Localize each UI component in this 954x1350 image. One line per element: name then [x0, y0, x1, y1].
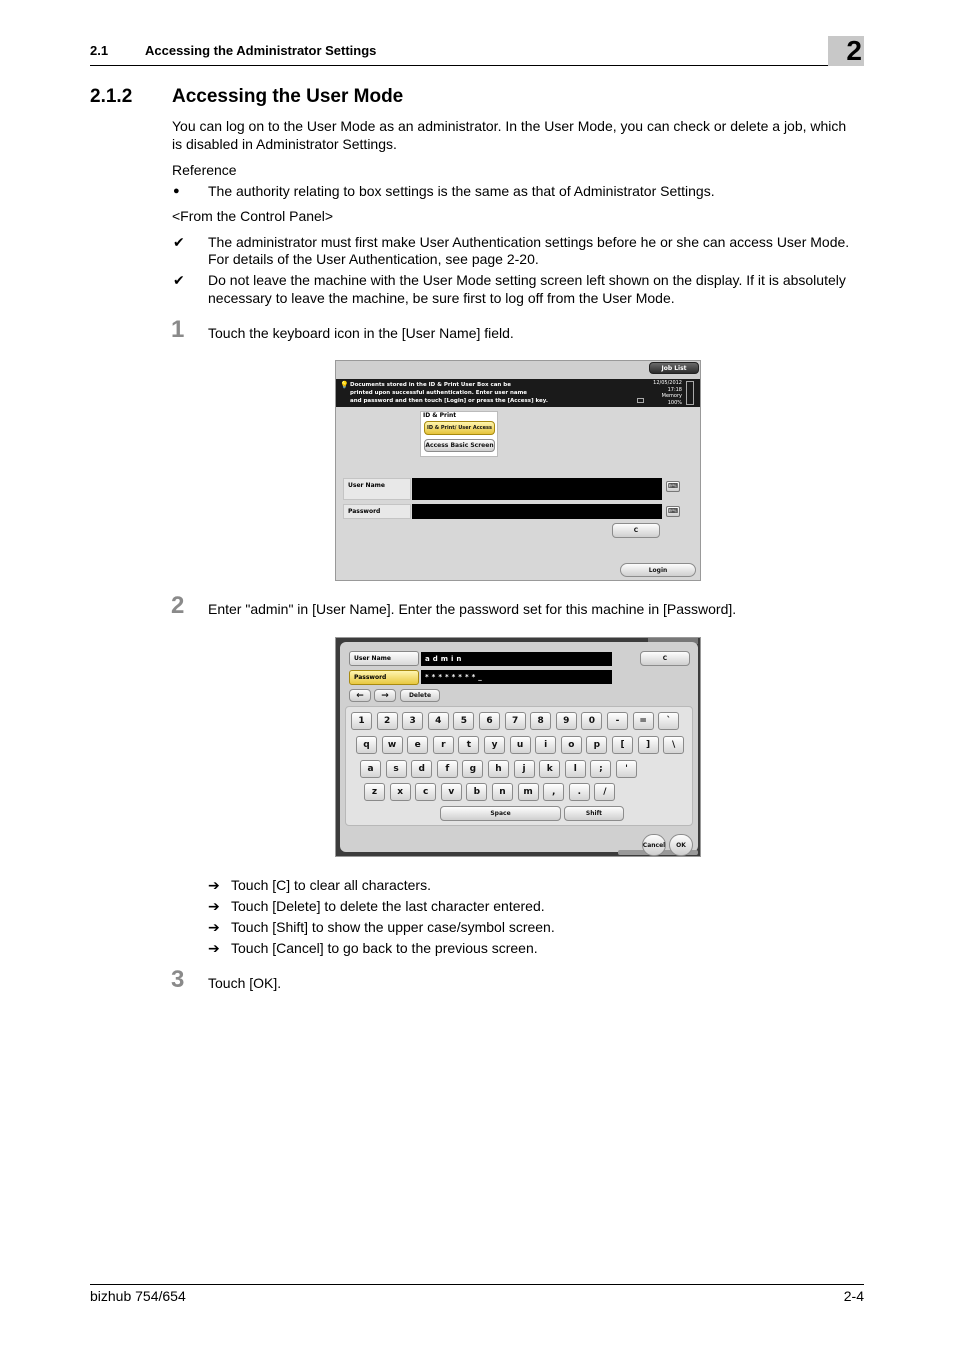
password-label: Password	[343, 504, 411, 519]
key-d[interactable]: d	[411, 760, 432, 778]
key-a[interactable]: a	[360, 760, 381, 778]
key--[interactable]: -	[607, 712, 628, 730]
chapter-number: 2	[846, 35, 862, 66]
key-=[interactable]: =	[633, 712, 654, 730]
key-n[interactable]: n	[492, 783, 513, 801]
key-e[interactable]: e	[407, 736, 428, 754]
page-footer	[90, 1284, 864, 1304]
tip-text: Touch [Shift] to show the upper case/symbol screen.	[231, 919, 555, 935]
delete-button[interactable]: Delete	[400, 689, 440, 702]
key-i[interactable]: i	[535, 736, 556, 754]
keyboard-icon[interactable]: ⌨	[667, 507, 679, 515]
step-1-number: 1	[171, 316, 185, 343]
printer-icon	[637, 398, 644, 403]
key-\[interactable]: \	[663, 736, 684, 754]
step-2-text: Enter "admin" in [User Name]. Enter the password set for this machine in [Password].	[208, 601, 737, 617]
section-title: Accessing the User Mode	[172, 86, 404, 107]
arrow-icon: ➔	[208, 877, 220, 893]
message-bar	[336, 379, 701, 407]
key-z[interactable]: z	[364, 783, 385, 801]
user-name-field[interactable]	[412, 478, 662, 500]
message-line-2: printed upon successful authentication. Enter user name	[350, 390, 528, 396]
step-2-number: 2	[171, 592, 185, 619]
key-v[interactable]: v	[441, 783, 462, 801]
step-1-text: Touch the keyboard icon in the [User Name] field.	[208, 325, 514, 341]
clear-button[interactable]: C	[640, 651, 690, 666]
footer-model: bizhub 754/654	[90, 1288, 186, 1304]
user-name-tab[interactable]: User Name	[349, 651, 419, 666]
key-l[interactable]: l	[565, 760, 586, 778]
access-basic-screen-button[interactable]: Access Basic Screen	[424, 439, 495, 452]
key-j[interactable]: j	[514, 760, 535, 778]
key-p[interactable]: p	[586, 736, 607, 754]
footer-page-number: 2-4	[843, 1288, 864, 1304]
intro-line-1: You can log on to the User Mode as an administrator. In the User Mode, you can check or delete a job, which	[172, 118, 847, 134]
memory-value: 100%	[667, 399, 682, 406]
step-3-number: 3	[171, 966, 185, 993]
key-f[interactable]: f	[437, 760, 458, 778]
right-arrow-button[interactable]: →	[374, 689, 396, 702]
key-k[interactable]: k	[539, 760, 560, 778]
left-arrow-button[interactable]: ←	[349, 689, 371, 702]
key-[[interactable]: [	[612, 736, 633, 754]
memory-gauge	[686, 381, 694, 405]
key-;[interactable]: ;	[590, 760, 611, 778]
memory-label: Memory	[661, 393, 682, 399]
key-b[interactable]: b	[466, 783, 487, 801]
key-.[interactable]: .	[569, 783, 590, 801]
login-screen-screenshot	[335, 360, 701, 581]
key-3[interactable]: 3	[402, 712, 423, 730]
key-9[interactable]: 9	[556, 712, 577, 730]
reference-bullet: The authority relating to box settings is the same as that of Administrator Settings.	[208, 183, 715, 199]
key-1[interactable]: 1	[351, 712, 372, 730]
check-2-line-2: necessary to leave the machine, be sure first to log off from the User Mode.	[208, 290, 675, 306]
job-list-button[interactable]: Job List	[649, 362, 699, 374]
key-'[interactable]: '	[616, 760, 637, 778]
key-q[interactable]: q	[356, 736, 377, 754]
keyboard-screen-screenshot	[335, 637, 701, 857]
key-m[interactable]: m	[518, 783, 539, 801]
running-header	[90, 42, 864, 66]
key-u[interactable]: u	[510, 736, 531, 754]
key-y[interactable]: y	[484, 736, 505, 754]
tip-text: Touch [C] to clear all characters.	[231, 877, 431, 893]
intro-line-2: is disabled in Administrator Settings.	[172, 136, 397, 152]
message-line-3: and password and then touch [Login] or press the [Access] key.	[350, 398, 548, 404]
shift-key[interactable]: Shift	[564, 806, 624, 821]
key-h[interactable]: h	[488, 760, 509, 778]
key-6[interactable]: 6	[479, 712, 500, 730]
key-c[interactable]: c	[415, 783, 436, 801]
password-field[interactable]	[412, 504, 662, 519]
tip-text: Touch [Delete] to delete the last character entered.	[231, 898, 545, 914]
key-s[interactable]: s	[386, 760, 407, 778]
check-1-line-1: The administrator must first make User Authentication settings before he or she can access User Mode.	[208, 234, 850, 250]
key-5[interactable]: 5	[453, 712, 474, 730]
key-7[interactable]: 7	[505, 712, 526, 730]
key-r[interactable]: r	[433, 736, 454, 754]
check-1-line-2: For details of the User Authentication, see page 2-20.	[208, 251, 539, 267]
ok-button[interactable]: OK	[669, 834, 693, 856]
check-icon: ✔	[173, 234, 185, 250]
key-x[interactable]: x	[390, 783, 411, 801]
arrow-icon: ➔	[208, 940, 220, 956]
tip-clear	[208, 876, 431, 894]
key-0[interactable]: 0	[581, 712, 602, 730]
keyboard-panel	[340, 642, 698, 852]
arrow-icon: ➔	[208, 919, 220, 935]
tip-shift	[208, 918, 555, 936]
key-`[interactable]: `	[658, 712, 679, 730]
time-display: 17:18	[667, 386, 682, 393]
login-button[interactable]: Login	[620, 563, 696, 577]
key-o[interactable]: o	[561, 736, 582, 754]
key-8[interactable]: 8	[530, 712, 551, 730]
tip-delete	[208, 897, 545, 915]
key-2[interactable]: 2	[377, 712, 398, 730]
id-print-user-access-button[interactable]: ID & Print/ User Access	[424, 421, 495, 435]
user-name-value[interactable]: admin	[421, 652, 612, 666]
key-g[interactable]: g	[462, 760, 483, 778]
password-value[interactable]: ********_	[421, 670, 612, 684]
message-line-1: Documents stored in the ID & Print User Box can be	[350, 382, 511, 388]
user-name-label: User Name	[343, 478, 411, 500]
space-key[interactable]: Space	[440, 806, 561, 821]
from-control-panel: <From the Control Panel>	[172, 208, 334, 224]
header-section-title: Accessing the Administrator Settings	[145, 43, 377, 58]
header-section-number: 2.1	[90, 43, 109, 58]
key-4[interactable]: 4	[428, 712, 449, 730]
keyboard-icon[interactable]: ⌨	[667, 482, 679, 490]
password-tab[interactable]: Password	[349, 670, 419, 685]
info-icon: 💡	[340, 381, 349, 389]
tip-text: Touch [Cancel] to go back to the previous screen.	[231, 940, 538, 956]
id-print-group-title: ID & Print	[423, 412, 457, 419]
tip-cancel	[208, 939, 538, 957]
key-][interactable]: ]	[638, 736, 659, 754]
key-/[interactable]: /	[594, 783, 615, 801]
reference-label: Reference	[172, 162, 237, 178]
key-w[interactable]: w	[382, 736, 403, 754]
cancel-button[interactable]: Cancel	[642, 834, 666, 856]
arrow-icon: ➔	[208, 898, 220, 914]
id-print-group	[420, 411, 498, 457]
clear-button[interactable]: C	[612, 523, 660, 538]
bullet-mark: ●	[173, 185, 180, 197]
section-number: 2.1.2	[90, 86, 133, 107]
chapter-tab	[828, 36, 864, 66]
step-3-text: Touch [OK].	[208, 975, 282, 991]
key-,[interactable]: ,	[543, 783, 564, 801]
key-t[interactable]: t	[458, 736, 479, 754]
check-icon: ✔	[173, 272, 185, 288]
date-display: 12/05/2012	[653, 380, 682, 386]
check-2-line-1: Do not leave the machine with the User Mode setting screen left shown on the display. If it is absolutely	[208, 272, 846, 288]
